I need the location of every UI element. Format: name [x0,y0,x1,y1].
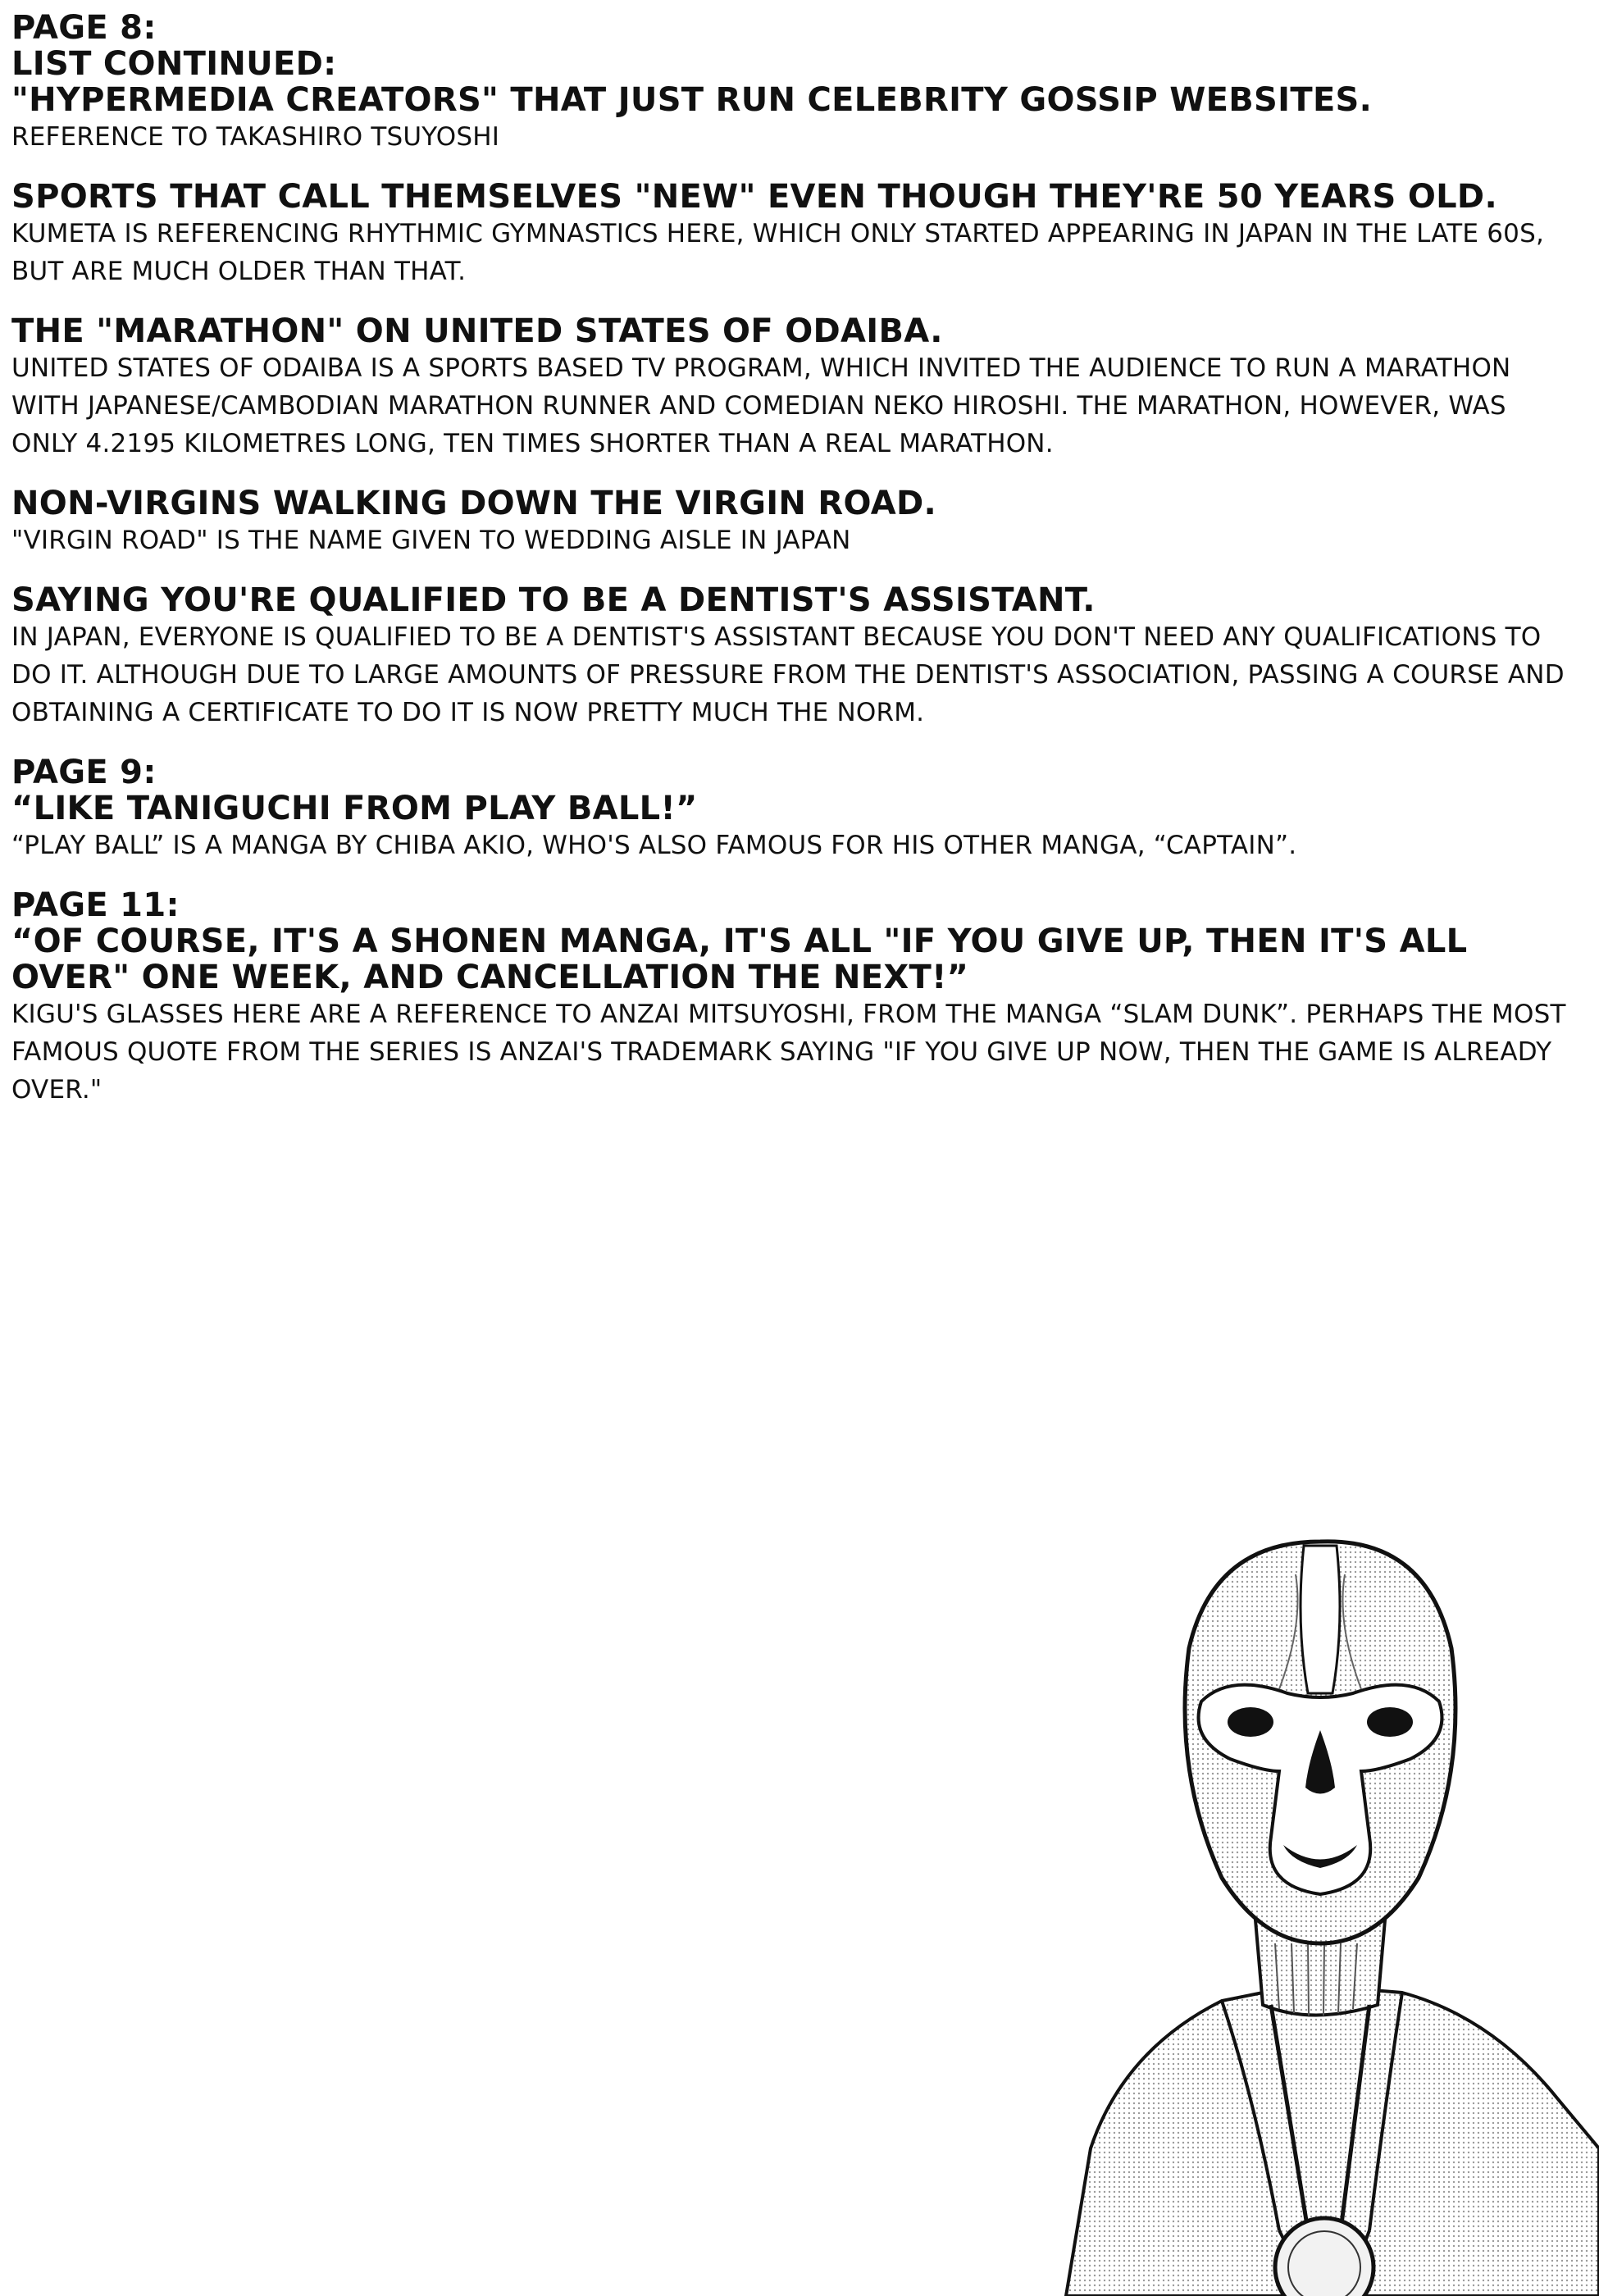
right-eye [1367,1707,1413,1737]
note-heading: SAYING YOU'RE QUALIFIED TO BE A DENTIST'S ASSISTANT. [11,581,1096,619]
note-heading: “OF COURSE, IT'S A SHONEN MANGA, IT'S ALL "IF YOU GIVE UP, THEN IT'S ALL OVER" ONE WEEK, AND CANCELLATION THE NEXT!” [11,922,1468,996]
note-entry [11,790,1569,864]
note-body: IN JAPAN, EVERYONE IS QUALIFIED TO BE A DENTIST'S ASSISTANT BECAUSE YOU DON'T NEED ANY QUALIFICATIONS TO DO IT. ALTHOUGH DUE TO LARGE AMOUNTS OF PRESSURE FROM THE DENTIST'S ASSOCIATION, PASSING A COURSE AND OBTAINING A CERTIFICATE TO DO IT IS NOW PRETTY MUCH THE NORM. [11,622,1565,727]
left-eye [1228,1707,1273,1737]
note-entry [11,582,1569,731]
masked-character-drawing [1033,1525,1599,2296]
note-body: REFERENCE TO TAKASHIRO TSUYOSHI [11,122,500,152]
translation-notes [11,10,1569,1132]
note-heading: SPORTS THAT CALL THEMSELVES "NEW" EVEN THOUGH THEY'RE 50 YEARS OLD. [11,178,1497,216]
note-entry [11,179,1569,290]
note-body: "VIRGIN ROAD" IS THE NAME GIVEN TO WEDDING AISLE IN JAPAN [11,526,851,555]
page-label: PAGE 9: [11,754,157,791]
note-body: UNITED STATES OF ODAIBA IS A SPORTS BASED TV PROGRAM, WHICH INVITED THE AUDIENCE TO RUN A MARATHON WITH JAPANESE/CAMBODIAN MARATHON RUNNER AND COMEDIAN NEKO HIROSHI. THE MARATHON, HOWEVER, WAS ONLY 4.2195 KILOMETRES LONG, TEN TIMES SHORTER THAN A REAL MARATHON. [11,353,1511,458]
note-body: “PLAY BALL” IS A MANGA BY CHIBA AKIO, WHO'S ALSO FAMOUS FOR HIS OTHER MANGA, “CAPTAIN”. [11,831,1297,860]
page-label: PAGE 8: [11,9,157,47]
sub-label: LIST CONTINUED: [11,45,337,83]
section-page-8 [11,10,1569,731]
note-body: KIGU'S GLASSES HERE ARE A REFERENCE TO ANZAI MITSUYOSHI, FROM THE MANGA “SLAM DUNK”. PERHAPS THE MOST FAMOUS QUOTE FROM THE SERIES IS ANZAI'S TRADEMARK SAYING "IF YOU GIVE UP NOW, THEN THE GAME IS ALREADY OVER." [11,1000,1566,1105]
note-heading: NON-VIRGINS WALKING DOWN THE VIRGIN ROAD. [11,485,936,522]
note-entry [11,485,1569,559]
note-heading: THE "MARATHON" ON UNITED STATES OF ODAIBA. [11,312,943,350]
masked-character-illustration [1033,1525,1599,2296]
page-label: PAGE 11: [11,886,180,924]
section-page-11 [11,887,1569,1109]
mask-stripe [1301,1546,1340,1693]
note-body: KUMETA IS REFERENCING RHYTHMIC GYMNASTICS HERE, WHICH ONLY STARTED APPEARING IN JAPAN IN THE LATE 60S, BUT ARE MUCH OLDER THAN THAT. [11,219,1545,286]
note-entry [11,82,1569,156]
note-heading: "HYPERMEDIA CREATORS" THAT JUST RUN CELEBRITY GOSSIP WEBSITES. [11,81,1373,119]
note-entry [11,923,1569,1109]
note-heading: “LIKE TANIGUCHI FROM PLAY BALL!” [11,790,698,827]
note-entry [11,313,1569,462]
section-page-9 [11,754,1569,864]
